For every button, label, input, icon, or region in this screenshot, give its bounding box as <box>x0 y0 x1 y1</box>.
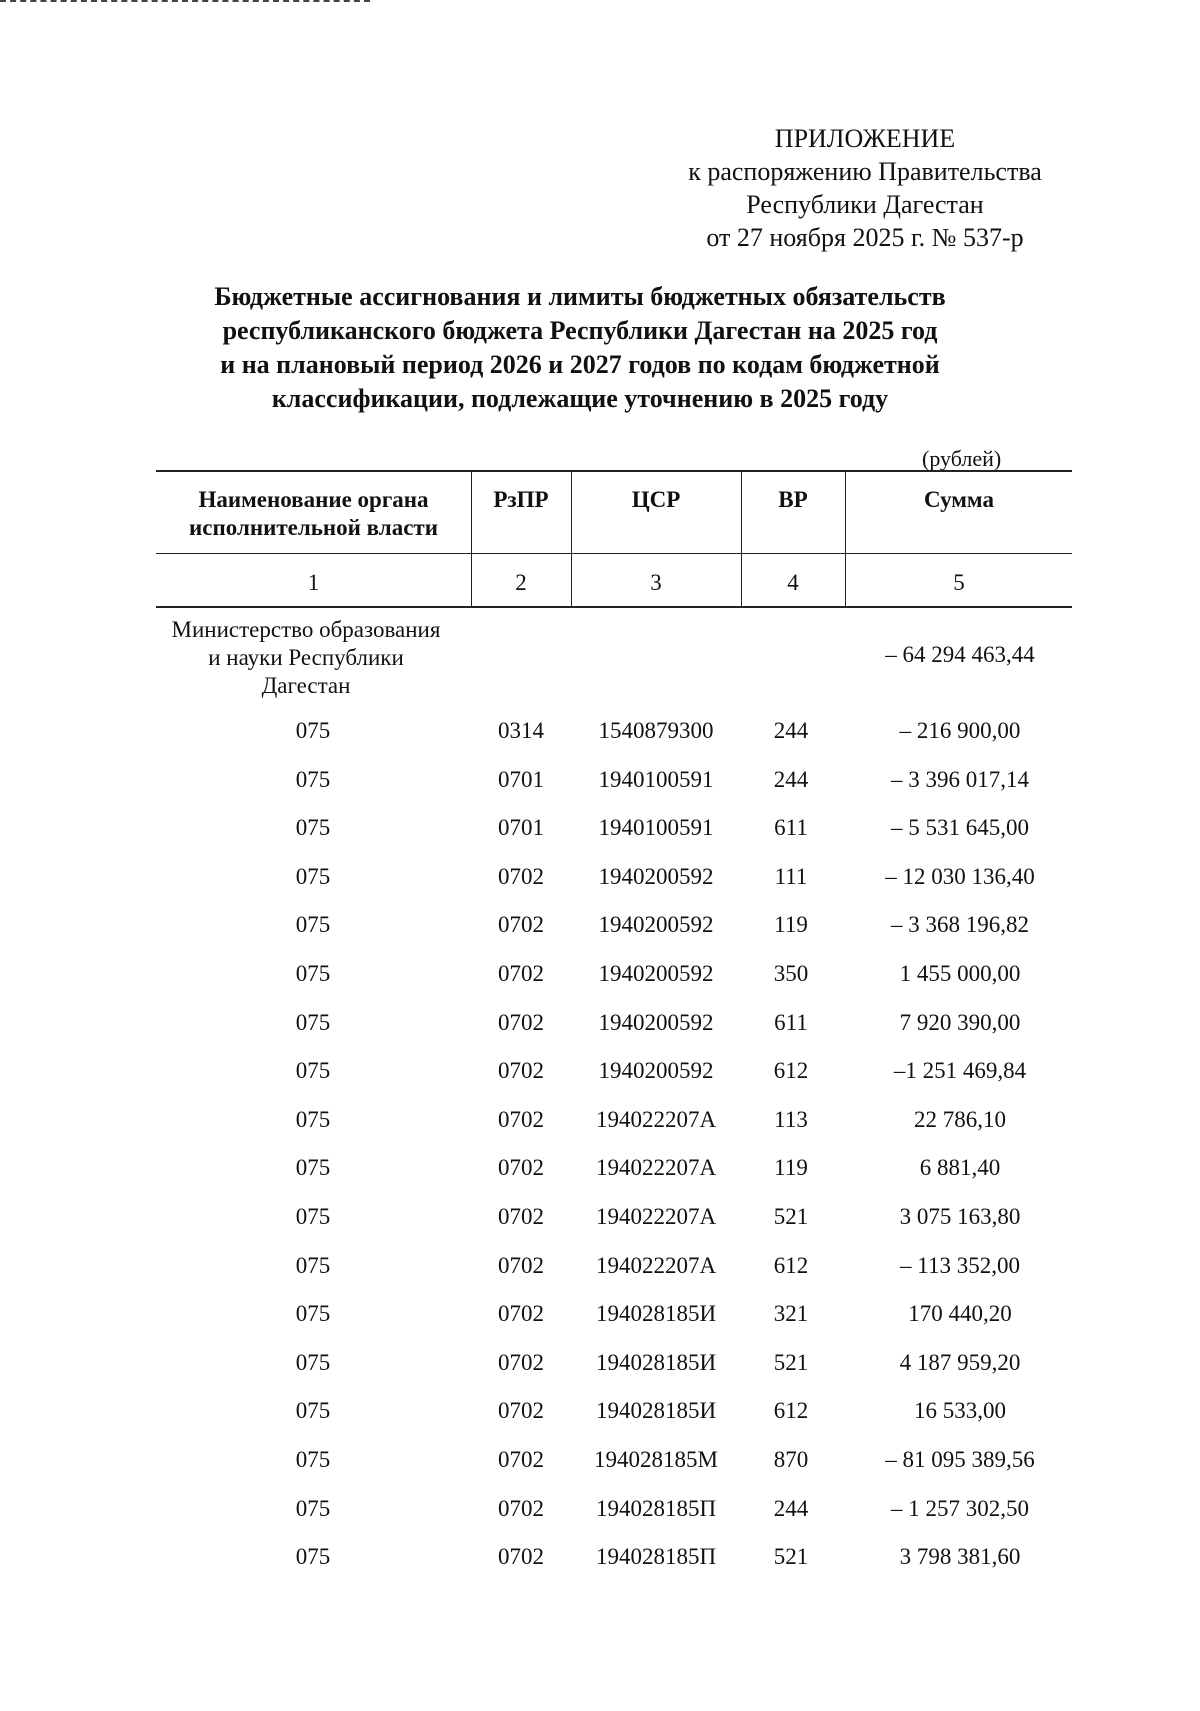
document-title <box>150 280 1010 416</box>
row-org-code: 075 <box>295 912 331 938</box>
row-csr: 1940200592 <box>598 1009 714 1035</box>
row-rzpr: 0701 <box>498 766 544 792</box>
row-sum: 1 455 000,00 <box>899 961 1021 986</box>
row-rzpr: 0702 <box>498 1301 544 1327</box>
row-csr: 194028185И <box>595 1398 717 1424</box>
row-org-code: 075 <box>295 1447 331 1472</box>
table-row <box>156 1154 1072 1203</box>
row-vr: 521 <box>773 1544 809 1570</box>
header-rzpr: РзПР <box>493 487 549 512</box>
row-rzpr: 0702 <box>498 1009 544 1035</box>
row-sum: – 5 531 645,00 <box>891 815 1029 841</box>
row-org-code: 075 <box>295 863 331 889</box>
row-vr: 521 <box>773 1204 809 1229</box>
row-rzpr: 0702 <box>498 1252 544 1278</box>
title-line-3: и на плановый период 2026 и 2027 годов по кодам бюджетной <box>220 350 940 379</box>
row-vr: 244 <box>773 1495 809 1521</box>
row-rzpr: 0702 <box>498 1447 544 1472</box>
row-vr: 113 <box>774 1106 808 1132</box>
row-rzpr: 0702 <box>498 1349 544 1375</box>
row-csr: 1940100591 <box>598 815 714 841</box>
row-rzpr: 0702 <box>498 1398 544 1424</box>
row-rzpr: 0702 <box>498 1155 544 1181</box>
table-row <box>156 1106 1072 1155</box>
row-rzpr: 0702 <box>498 863 544 889</box>
row-csr: 194028185И <box>595 1349 717 1375</box>
table-row <box>156 717 1072 766</box>
table-row <box>156 1009 1072 1058</box>
scan-edge-mark <box>0 0 370 2</box>
row-csr: 1940200592 <box>598 961 714 986</box>
row-sum: 170 440,20 <box>908 1301 1012 1327</box>
table-row <box>156 1446 1072 1495</box>
row-org-code: 075 <box>295 961 331 986</box>
row-org-code: 075 <box>295 1349 331 1375</box>
header-organ: Наименование органа исполнительной власти <box>189 487 438 540</box>
column-number: 2 <box>515 570 527 595</box>
title-line-2: республиканского бюджета Республики Дагестан на 2025 год <box>222 316 938 345</box>
table-row <box>156 960 1072 1009</box>
appendix-region: Республики Дагестан <box>746 190 984 219</box>
header-sum: Сумма <box>924 487 994 512</box>
units-label: (рублей) <box>922 446 1002 471</box>
row-org-code: 075 <box>295 1301 331 1327</box>
row-org-code: 075 <box>295 1106 331 1132</box>
row-vr: 321 <box>773 1301 809 1327</box>
row-csr: 194022207А <box>595 1106 717 1132</box>
row-rzpr: 0702 <box>498 1544 544 1570</box>
row-org-code: 075 <box>295 1204 331 1229</box>
row-vr: 119 <box>774 912 808 938</box>
row-rzpr: 0314 <box>498 718 544 743</box>
row-rzpr: 0702 <box>498 1058 544 1084</box>
column-number: 1 <box>307 570 320 595</box>
table-row <box>156 1543 1072 1592</box>
row-sum: – 3 368 196,82 <box>891 912 1029 938</box>
title-line-1: Бюджетные ассигнования и лимиты бюджетных обязательств <box>214 282 946 311</box>
row-sum: 3 798 381,60 <box>899 1544 1021 1570</box>
row-sum: –1 251 469,84 <box>893 1058 1027 1084</box>
row-csr: 194028185М <box>594 1447 718 1472</box>
row-rzpr: 0702 <box>498 1106 544 1132</box>
row-org-code: 075 <box>295 815 331 841</box>
row-vr: 612 <box>773 1252 809 1278</box>
table-row <box>156 1057 1072 1106</box>
table-row <box>156 814 1072 863</box>
row-sum: 16 533,00 <box>914 1398 1006 1424</box>
column-number: 3 <box>650 570 662 595</box>
title-line-4: классификации, подлежащие уточнению в 2025 году <box>271 384 889 413</box>
row-vr: 870 <box>773 1447 809 1472</box>
row-sum: – 81 095 389,56 <box>885 1447 1035 1472</box>
row-vr: 611 <box>774 815 808 841</box>
row-csr: 194022207А <box>595 1204 717 1229</box>
row-csr: 194022207А <box>595 1155 717 1181</box>
row-vr: 244 <box>773 766 809 792</box>
table-row <box>156 766 1072 815</box>
row-org-code: 075 <box>295 1009 331 1035</box>
row-vr: 244 <box>773 718 809 743</box>
row-sum: 6 881,40 <box>919 1155 1001 1181</box>
table-row <box>156 1495 1072 1544</box>
row-sum: 22 786,10 <box>914 1106 1006 1132</box>
row-rzpr: 0702 <box>498 912 544 938</box>
row-csr: 1940200592 <box>598 863 714 889</box>
row-rzpr: 0702 <box>498 961 544 986</box>
appendix-heading: ПРИЛОЖЕНИЕ <box>774 124 956 153</box>
table-row <box>156 1349 1072 1398</box>
row-sum: 4 187 959,20 <box>899 1349 1021 1375</box>
row-org-code: 075 <box>295 1252 331 1278</box>
header-divider <box>156 553 1072 554</box>
row-csr: 194022207А <box>595 1252 717 1278</box>
table-row <box>156 1203 1072 1252</box>
row-vr: 350 <box>773 961 809 986</box>
column-number: 5 <box>953 570 965 595</box>
row-vr: 611 <box>774 1009 808 1035</box>
appendix-block <box>640 122 1090 254</box>
row-rzpr: 0702 <box>498 1495 544 1521</box>
row-sum: – 3 396 017,14 <box>891 766 1029 792</box>
table-row <box>156 1252 1072 1301</box>
row-sum: 7 920 390,00 <box>899 1009 1021 1035</box>
row-org-code: 075 <box>295 1058 331 1084</box>
row-org-code: 075 <box>295 1155 331 1181</box>
row-org-code: 075 <box>295 1398 331 1424</box>
row-org-code: 075 <box>295 1495 331 1521</box>
row-sum: – 12 030 136,40 <box>885 863 1035 889</box>
row-vr: 119 <box>774 1155 808 1181</box>
row-csr: 1940200592 <box>598 1058 714 1084</box>
row-vr: 111 <box>774 863 808 889</box>
table-row <box>156 1397 1072 1446</box>
table-row <box>156 1300 1072 1349</box>
row-rzpr: 0701 <box>498 815 544 841</box>
appendix-reference: к распоряжению Правительства <box>688 157 1042 186</box>
column-number: 4 <box>787 570 799 595</box>
row-csr: 194028185П <box>595 1495 717 1521</box>
ministry-name: Министерство образования и науки Республики Дагестан <box>171 617 441 698</box>
row-csr: 1940100591 <box>598 766 714 792</box>
row-csr: 194028185П <box>595 1544 717 1570</box>
row-sum: 3 075 163,80 <box>899 1204 1021 1229</box>
table-header <box>156 470 1072 608</box>
row-vr: 612 <box>773 1398 809 1424</box>
row-org-code: 075 <box>295 718 331 743</box>
row-csr: 1940200592 <box>598 912 714 938</box>
table-row <box>156 911 1072 960</box>
row-vr: 521 <box>773 1349 809 1375</box>
header-csr: ЦСР <box>631 487 681 512</box>
row-sum: – 113 352,00 <box>900 1252 1020 1278</box>
appendix-date-number: от 27 ноября 2025 г. № 537-р <box>706 223 1024 252</box>
table-row <box>156 863 1072 912</box>
row-rzpr: 0702 <box>498 1204 544 1229</box>
row-sum: – 216 900,00 <box>899 718 1021 743</box>
row-vr: 612 <box>773 1058 809 1084</box>
row-csr: 194028185И <box>595 1301 717 1327</box>
row-org-code: 075 <box>295 1544 331 1570</box>
row-csr: 1540879300 <box>598 718 714 743</box>
row-org-code: 075 <box>295 766 331 792</box>
row-sum: – 1 257 302,50 <box>891 1495 1029 1521</box>
ministry-total-sum: – 64 294 463,44 <box>885 642 1035 667</box>
header-vr: ВР <box>778 487 808 512</box>
